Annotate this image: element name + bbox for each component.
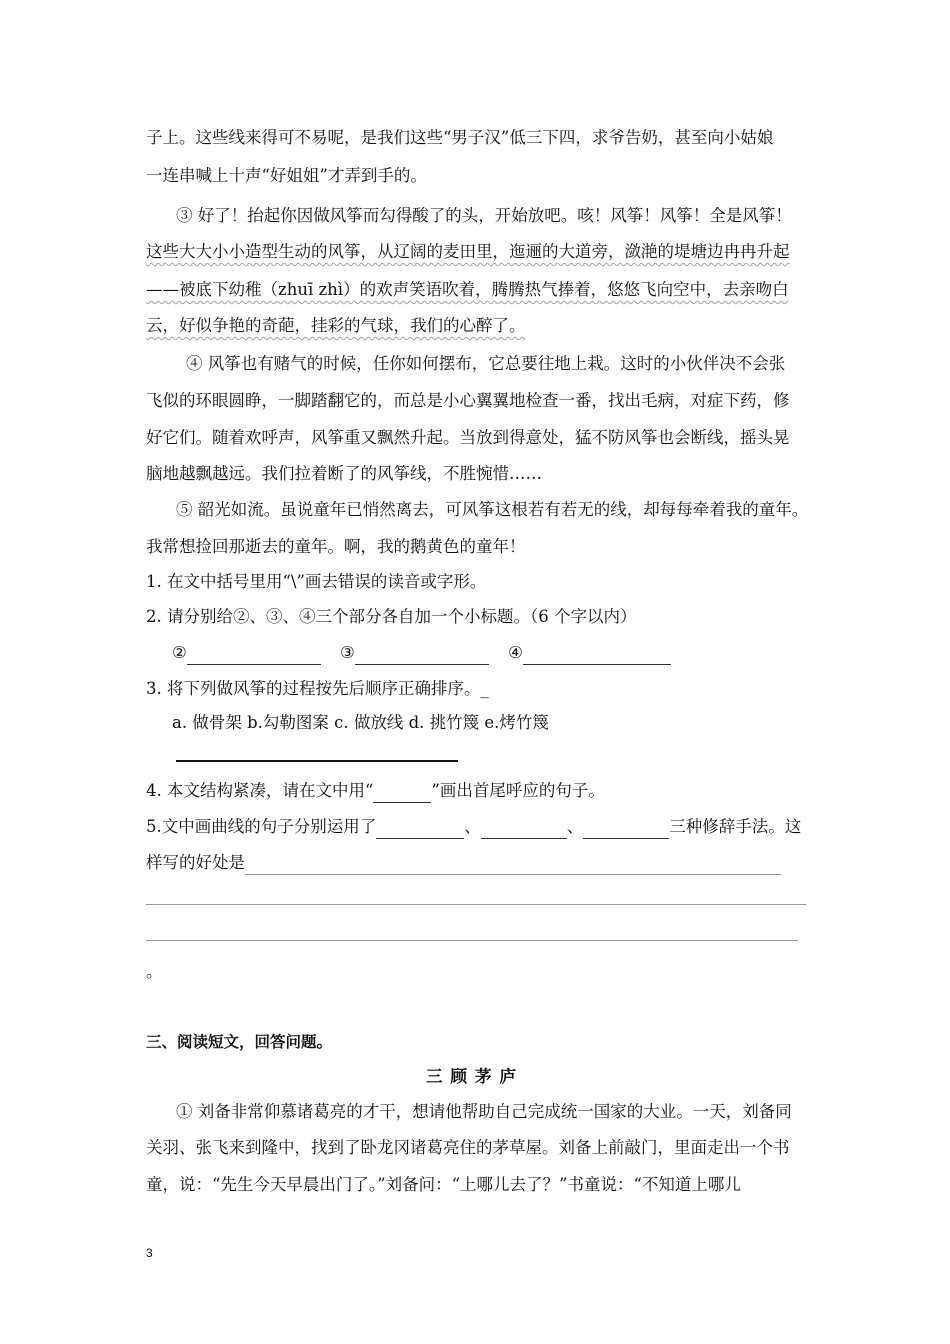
text-line: 子上。这些线来得可不易呢，是我们这些“男子汉”低三下四，求爷告奶，甚至向小姑娘 [146,128,774,147]
question-5-line-2 [146,851,816,875]
question-4-text: ”画出首尾呼应的句子。 [431,781,605,800]
wavy-underlined-text: 云，好似争艳的奇葩，挂彩的气球，我们的心醉了。 [146,316,526,335]
question-4-text: 4. 本文结构紧凑，请在文中用“ [146,781,374,800]
separator: 、 [464,817,481,836]
article-paragraph-line: ① 刘备非常仰慕诸葛亮的才干，想请他帮助自己完成统一国家的大业。一天，刘备同 [176,1102,792,1121]
paragraph-5-line: ⑤ 韶光如流。虽说童年已悄然离去，可风筝这根若有若无的线，却每每牵着我的童年。 [176,500,809,519]
paragraph-4-line: 好它们。随着欢呼声，风筝重又飘然升起。当放到得意处，猛不防风筝也会断线，摇头晃 [146,428,790,447]
section-heading: 三、阅读短文，回答问题。 [146,1033,333,1051]
question-5-text: 样写的好处是 [146,853,245,872]
rhetoric-blank-1[interactable] [376,820,464,839]
answer-line[interactable] [146,904,806,905]
question-5 [146,815,816,839]
answer-mark-4: ④ [508,643,523,662]
article-title: 三顾茅庐 [426,1067,524,1086]
answer-mark-3: ③ [340,643,355,662]
question-2-answers [172,641,842,665]
rhetoric-blank-3[interactable] [583,820,669,839]
paragraph-3-line: ③ 好了！抬起你因做风筝而勾得酸了的头，开始放吧。咳！风筝！风筝！全是风筝！ [176,206,792,225]
article-paragraph-line: 关羽、张飞来到隆中，找到了卧龙冈诸葛亮住的茅草屋。刘备上前敲门，里面走出一个书 [146,1138,790,1157]
question-3-options: a. 做骨架 b.勾勒图案 c. 做放线 d. 挑竹篾 e.烤竹篾 [172,713,549,732]
answer-line[interactable] [146,940,798,941]
paragraph-4-line: 飞似的环眼圆睁，一脚踏翻它的，而总是小心翼翼地检查一番，找出毛病，对症下药，修 [146,391,790,410]
question-3-answer-line[interactable] [176,760,458,762]
paragraph-4-line: ④ 风筝也有赌气的时候，任你如何摆布，它总要往地上栽。这时的小伙伴决不会张 [186,354,786,373]
answer-blank-benefit[interactable] [245,856,781,875]
answer-blank-4[interactable] [523,646,671,665]
question-2: 2. 请分别给②、③、④三个部分各自加一个小标题。（6 个字以内） [146,607,637,626]
wavy-underlined-text: ——被底下幼稚（zhuī zhì）的欢声笑语吹着，腾腾热气捧着，悠悠飞向空中，去亲吻白 [146,280,789,299]
article-paragraph-line: 童，说：“先生今天早晨出门了。”刘备问：“上哪儿去了？”书童说：“不知道上哪儿 [146,1175,741,1194]
underline-sample [373,788,431,803]
question-5-text: 5.文中画曲线的句子分别运用了 [146,817,377,836]
paragraph-4-line: 脑地越飘越远。我们拉着断了的风筝线，不胜惋惜…… [146,464,542,483]
separator: 、 [566,817,584,836]
question-3: 3. 将下列做风筝的过程按先后顺序正确排序。_ [146,679,489,698]
question-4 [146,779,816,803]
answer-blank-2[interactable] [187,646,321,665]
question-5-text: 三种修辞手法。这 [669,817,802,836]
period-mark: 。 [146,962,163,981]
page-number: 3 [146,1246,153,1260]
paragraph-5-line: 我常想捡回那逝去的童年。啊，我的鹅黄色的童年！ [146,537,526,556]
answer-mark-2: ② [172,643,187,662]
paragraph-3-line [146,278,816,302]
paragraph-3-line [146,314,816,338]
answer-blank-3[interactable] [355,646,489,665]
question-1: 1. 在文中括号里用“\”画去错误的读音或字形。 [146,572,487,591]
paragraph-3-line [146,240,816,264]
rhetoric-blank-2[interactable] [481,820,567,839]
text-line: 一连串喊上十声“好姐姐”才弄到手的。 [146,166,427,185]
wavy-underlined-text: 这些大大小小造型生动的风筝，从辽阔的麦田里，迤逦的大道旁，潋滟的堤塘边冉冉升起 [146,242,790,261]
